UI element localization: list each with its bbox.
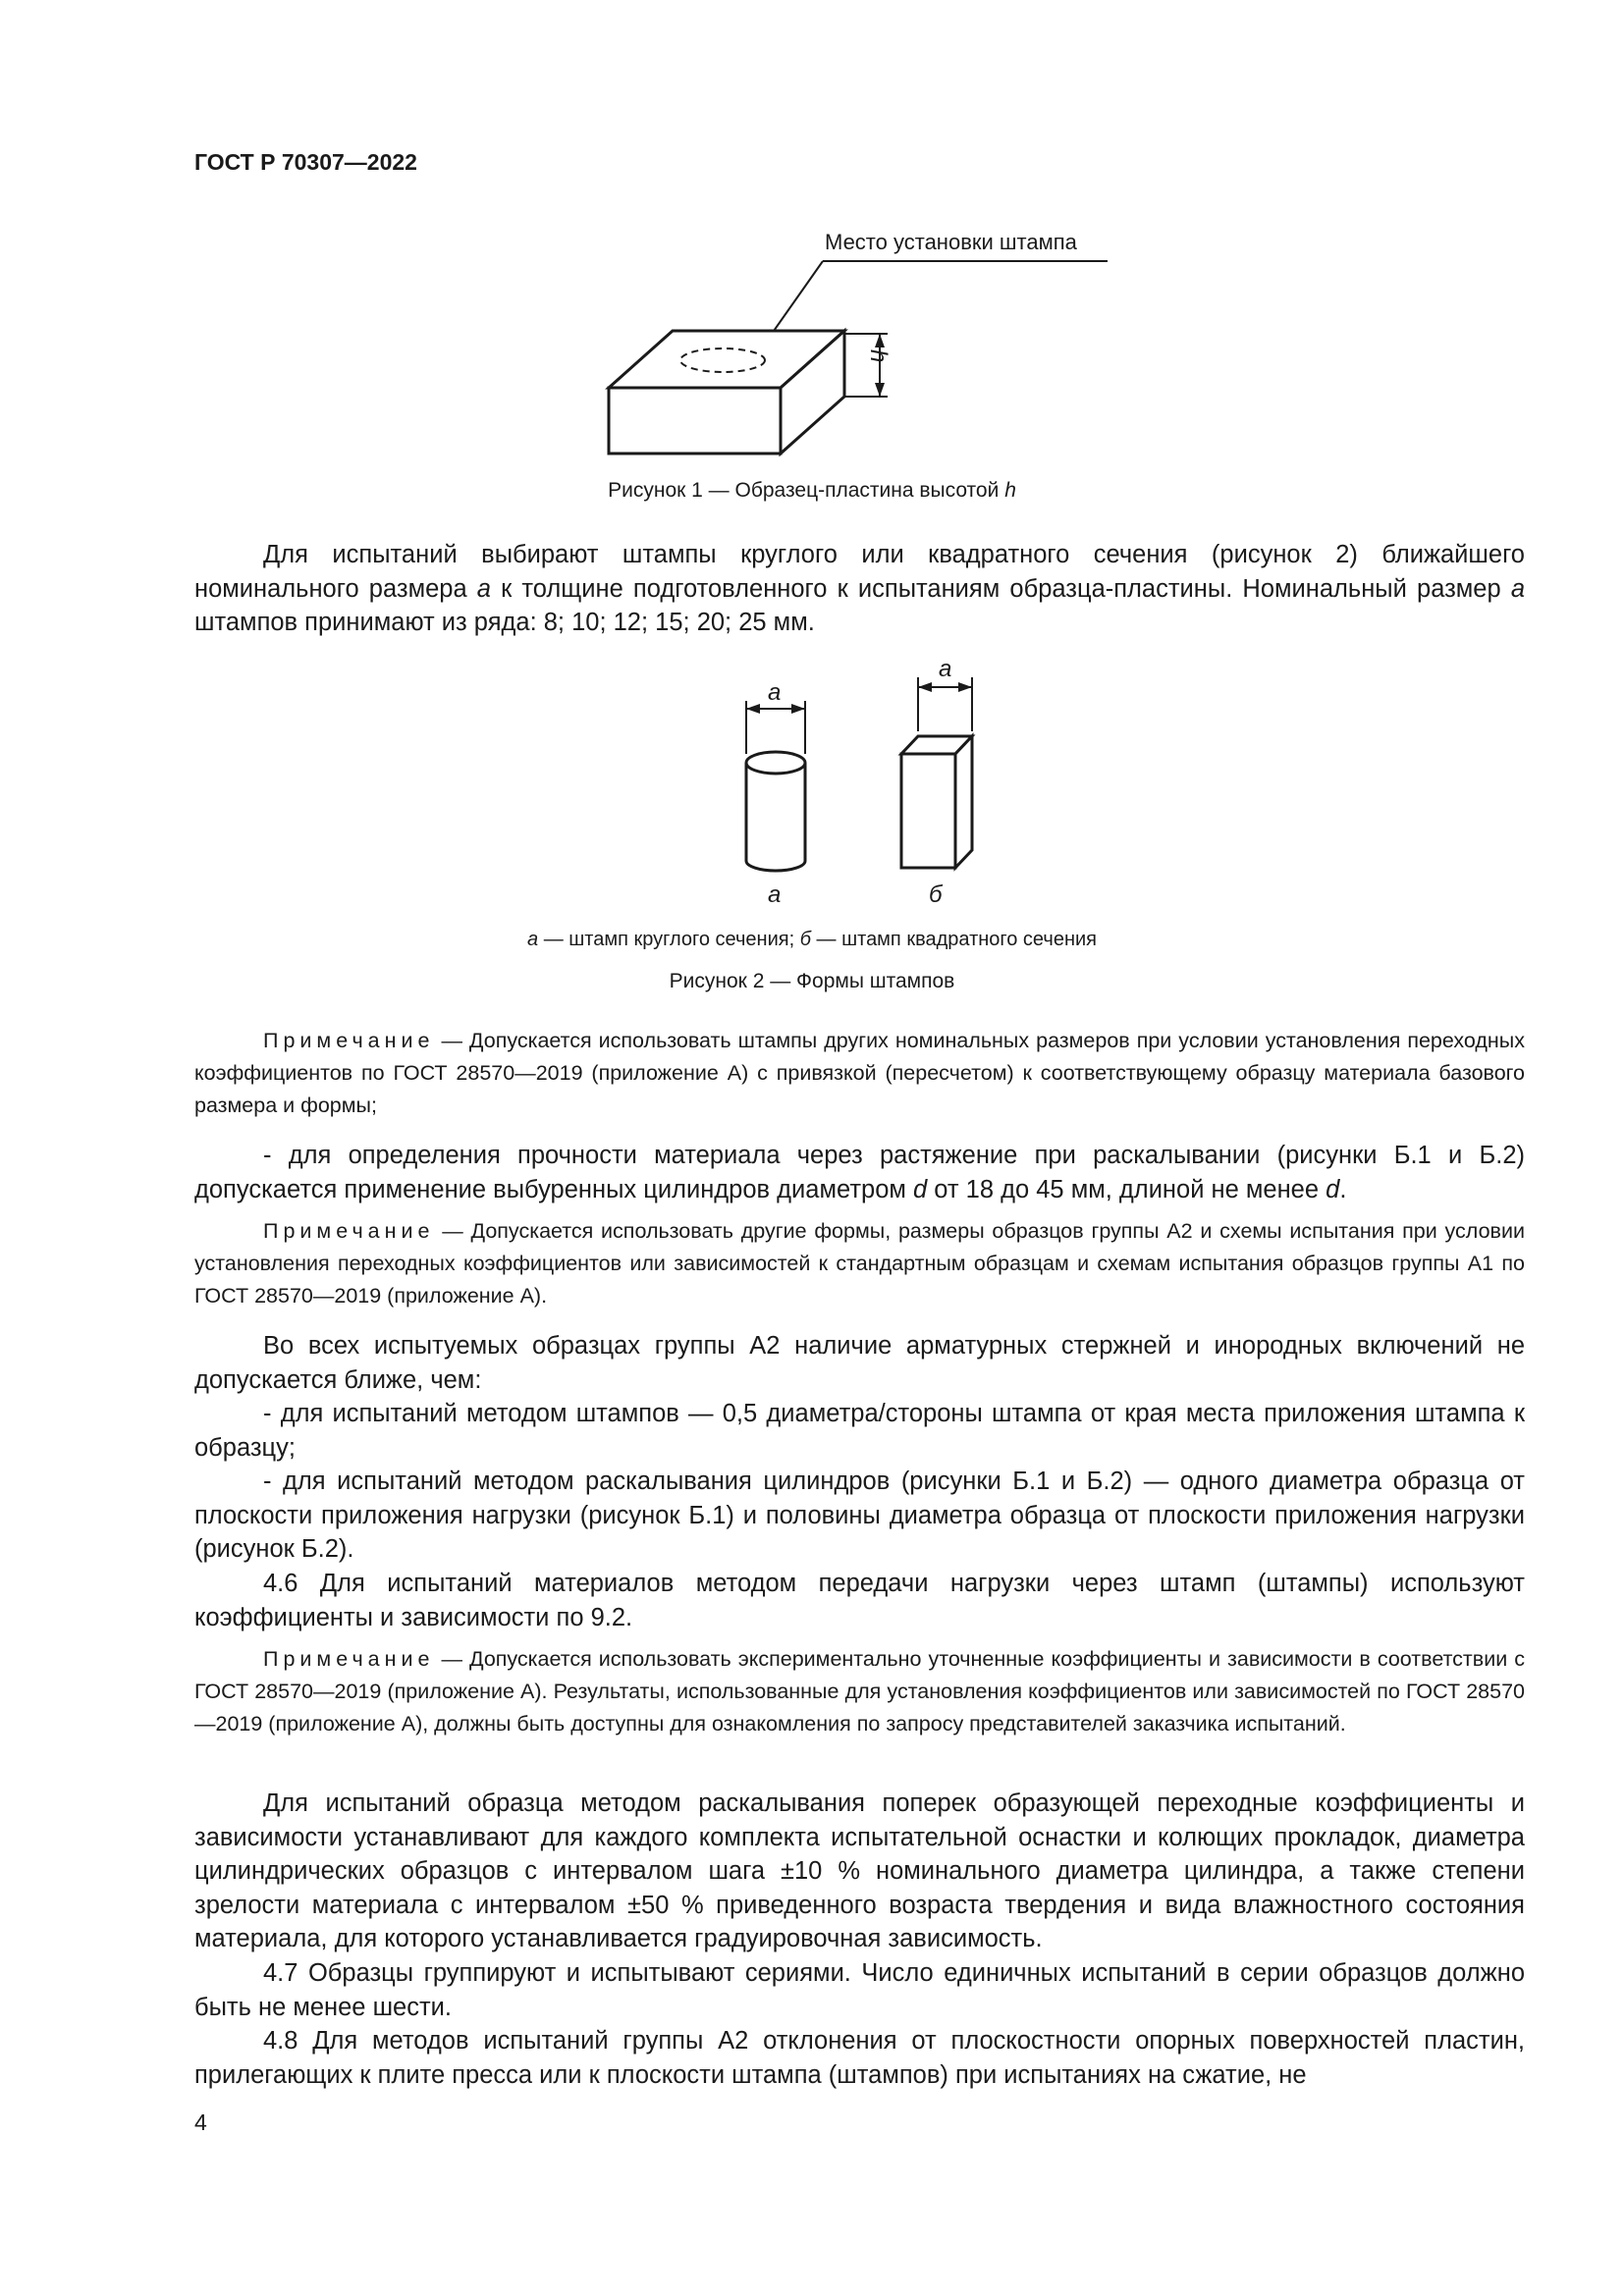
document-header: ГОСТ Р 70307—2022 <box>194 149 417 175</box>
paragraph-1: Для испытаний выбирают штампы круглого или квадратного сечения (рисунок 2) ближайшего номинального размера a к толщине подготовленного к испытаниям образца-пластины. Номинальный размер a штампов принимают из ряда: 8; 10; 12; 15; 20; 25 мм. <box>194 541 1526 636</box>
paragraph-4-7: 4.7 Образцы группируют и испытывают сериями. Число единичных испытаний в серии образцов должно быть не менее шести. <box>194 1959 1525 2021</box>
paragraph-4-6: 4.6 Для испытаний материалов методом передачи нагрузки через штамп (штампы) используют коэффициенты и зависимости по 9.2. <box>194 1570 1525 1631</box>
paragraph-2: - для определения прочности материала через растяжение при раскалывании (рисунки Б.1 и Б.2) допускается применение выбуренных цилиндров диаметром d от 18 до 45 мм, длиной не менее d. <box>194 1142 1525 1203</box>
figure-1-dimension-label: h <box>865 349 892 363</box>
figure-1-caption: Рисунок 1 — Образец-пластина высотой h <box>608 479 1016 502</box>
figure-2-dim-a-right: a <box>939 656 952 682</box>
note-3: Примечание — Допускается использовать экспериментально уточненные коэффициенты и зависимости в соответствии с ГОСТ 28570—2019 (приложение А). Результаты, использованные для установления коэффициентов или зависимостей по ГОСТ 28570—2019 (приложение А), должны быть доступны для ознакомления по запросу представителей заказчика испытаний. <box>194 1647 1525 1735</box>
figure-1-callout: Место установки штампа <box>825 230 1077 254</box>
figure-2-legend: а — штамп круглого сечения; б — штамп квадратного сечения <box>527 929 1097 950</box>
page-number: 4 <box>194 2109 207 2135</box>
paragraph-4: - для испытаний методом штампов — 0,5 диаметра/стороны штампа от края места приложения штампа к образцу; <box>194 1400 1525 1462</box>
figure-2-label-b: б <box>929 881 943 908</box>
paragraph-3: Во всех испытуемых образцах группы А2 наличие арматурных стержней и инородных включений не допускается ближе, чем: <box>194 1332 1525 1394</box>
figure-2-dim-a-left: a <box>768 679 782 706</box>
note-2: Примечание — Допускается использовать другие формы, размеры образцов группы А2 и схемы испытания при условии установления переходных коэффициентов или зависимостей к стандартным образцам и схемам испытания образцов группы А1 по ГОСТ 28570—2019 (приложение А). <box>194 1219 1525 1308</box>
figure-2-label-a: а <box>768 881 782 908</box>
paragraph-5: - для испытаний методом раскалывания цилиндров (рисунки Б.1 и Б.2) — одного диаметра образца от плоскости приложения нагрузки (рисунок Б.1) и половины диаметра образца от плоскости приложения нагрузки (рисунок Б.2). <box>194 1468 1525 1563</box>
figure-2-caption: Рисунок 2 — Формы штампов <box>669 970 955 992</box>
paragraph-4-8: 4.8 Для методов испытаний группы А2 отклонения от плоскостности опорных поверхностей пластин, прилегающих к плите пресса или к плоскости штампа (штампов) при испытаниях на сжатие, не <box>194 2027 1525 2089</box>
note-1: Примечание — Допускается использовать штампы других номинальных размеров при условии установления переходных коэффициентов по ГОСТ 28570—2019 (приложение А) с привязкой (пересчетом) к соответствующему образцу материала базового размера и формы; <box>194 1029 1525 1117</box>
paragraph-7: Для испытаний образца методом раскалывания поперек образующей переходные коэффициенты и зависимости устанавливают для каждого комплекта испытательной оснастки и колющих прокладок, диаметра цилиндрических образцов с интервалом шага ±10 % номинального диаметра цилиндра, а также степени зрелости материала с интервалом ±50 % приведенного возраста твердения и вида влажностного состояния материала, для которого устанавливается градуировочная зависимость. <box>194 1789 1525 1952</box>
